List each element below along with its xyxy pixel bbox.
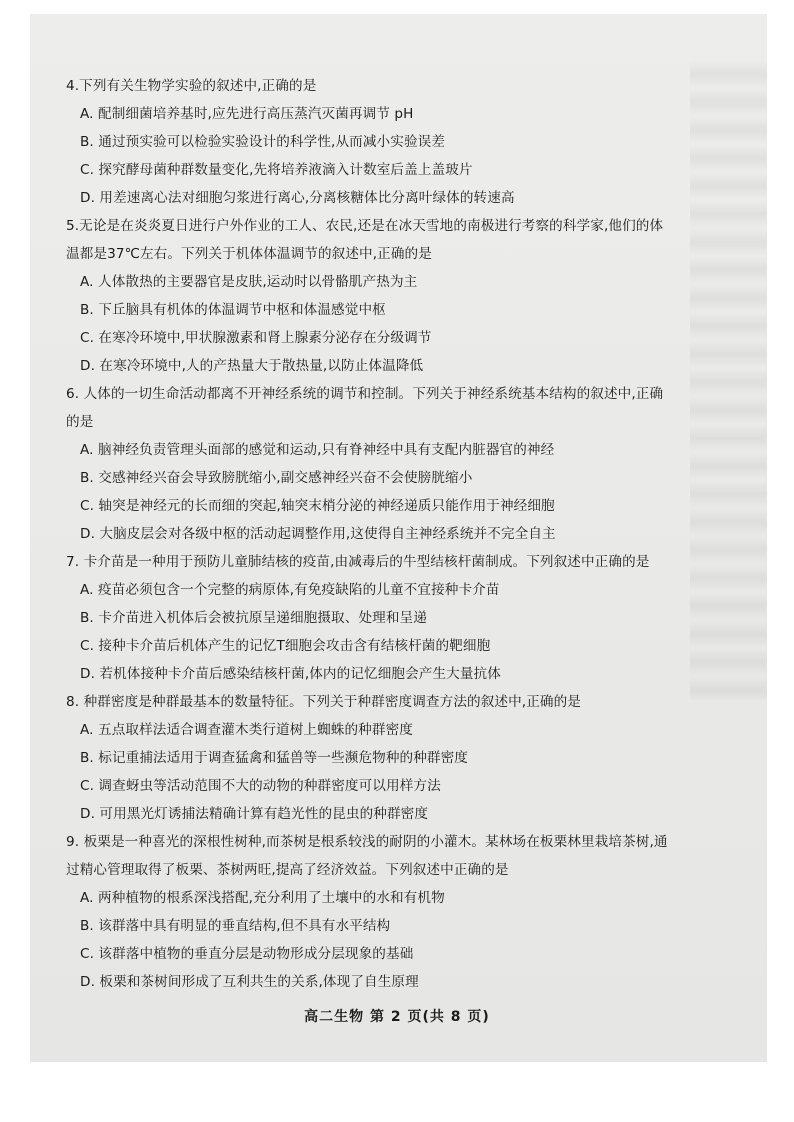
option-c: C. 探究酵母菌种群数量变化,先将培养液滴入计数室后盖上盖玻片: [80, 162, 473, 178]
option-a: A. 疫苗必须包含一个完整的病原体,有免疫缺陷的儿童不宜接种卡介苗: [80, 582, 500, 598]
question-5: [56, 212, 716, 380]
question-stem-continued: 温都是37℃左右。下列关于机体体温调节的叙述中,正确的是: [66, 246, 432, 262]
option-d: D. 用差速离心法对细胞匀浆进行离心,分离核糖体比分离叶绿体的转速高: [80, 190, 515, 206]
option-c: C. 轴突是神经元的长而细的突起,轴突末梢分泌的神经递质只能作用于神经细胞: [80, 498, 555, 514]
question-list: [56, 72, 716, 996]
question-stem-continued: 的是: [66, 414, 94, 430]
question-stem-continued: 过精心管理取得了板栗、茶树两旺,提高了经济效益。下列叙述中正确的是: [66, 862, 509, 878]
question-9: [56, 828, 716, 996]
option-d: D. 大脑皮层会对各级中枢的活动起调整作用,这使得自主神经系统并不完全自主: [80, 526, 556, 542]
option-a: A. 人体散热的主要器官是皮肤,运动时以骨骼肌产热为主: [80, 274, 418, 290]
option-b: B. 通过预实验可以检验实验设计的科学性,从而减小实验误差: [80, 134, 446, 150]
option-d: D. 在寒冷环境中,人的产热量大于散热量,以防止体温降低: [80, 358, 424, 374]
option-d: D. 可用黑光灯诱捕法精确计算有趋光性的昆虫的种群密度: [80, 806, 429, 822]
option-c: C. 接种卡介苗后机体产生的记忆T细胞会攻击含有结核杆菌的靶细胞: [80, 638, 491, 654]
option-b: B. 交感神经兴奋会导致膀胱缩小,副交感神经兴奋不会使膀胱缩小: [80, 470, 473, 486]
option-d: D. 板栗和茶树间形成了互利共生的关系,体现了自生原理: [80, 974, 419, 990]
page-footer: 高二生物 第 2 页(共 8 页): [304, 1009, 490, 1025]
question-4: [56, 72, 716, 212]
option-c: C. 在寒冷环境中,甲状腺激素和肾上腺素分泌存在分级调节: [80, 330, 432, 346]
option-a: A. 两种植物的根系深浅搭配,充分利用了土壤中的水和有机物: [80, 890, 445, 906]
question-6: [56, 380, 716, 548]
option-b: B. 该群落中具有明显的垂直结构,但不具有水平结构: [80, 918, 391, 934]
option-c: C. 调查蚜虫等活动范围不大的动物的种群密度可以用样方法: [80, 778, 441, 794]
question-7: [56, 548, 716, 688]
option-b: B. 卡介苗进入机体后会被抗原呈递细胞摄取、处理和呈递: [80, 610, 427, 626]
option-c: C. 该群落中植物的垂直分层是动物形成分层现象的基础: [80, 946, 414, 962]
question-stem: 9. 板栗是一种喜光的深根性树种,而茶树是根系较浅的耐阴的小灌木。某林场在板栗林里栽培茶树,通: [66, 834, 668, 850]
question-stem: 4.下列有关生物学实验的叙述中,正确的是: [66, 78, 317, 94]
question-stem: 8. 种群密度是种群最基本的数量特征。下列关于种群密度调查方法的叙述中,正确的是: [66, 694, 581, 710]
question-stem: 5.无论是在炎炎夏日进行户外作业的工人、农民,还是在冰天雪地的南极进行考察的科学家,他们的体: [66, 218, 664, 234]
question-stem: 6. 人体的一切生命活动都离不开神经系统的调节和控制。下列关于神经系统基本结构的叙述中,正确: [66, 386, 664, 402]
option-b: B. 下丘脑具有机体的体温调节中枢和体温感觉中枢: [80, 302, 386, 318]
question-stem: 7. 卡介苗是一种用于预防儿童肺结核的疫苗,由减毒后的牛型结核杆菌制成。下列叙述中正确的是: [66, 554, 650, 570]
option-a: A. 配制细菌培养基时,应先进行高压蒸汽灭菌再调节 pH: [80, 106, 414, 122]
option-b: B. 标记重捕法适用于调查猛禽和猛兽等一些濒危物种的种群密度: [80, 750, 468, 766]
option-a: A. 五点取样法适合调查灌木类行道树上蜘蛛的种群密度: [80, 722, 413, 738]
option-d: D. 若机体接种卡介苗后感染结核杆菌,体内的记忆细胞会产生大量抗体: [80, 666, 501, 682]
question-8: [56, 688, 716, 828]
option-a: A. 脑神经负责管理头面部的感觉和运动,只有脊神经中具有支配内脏器官的神经: [80, 442, 555, 458]
